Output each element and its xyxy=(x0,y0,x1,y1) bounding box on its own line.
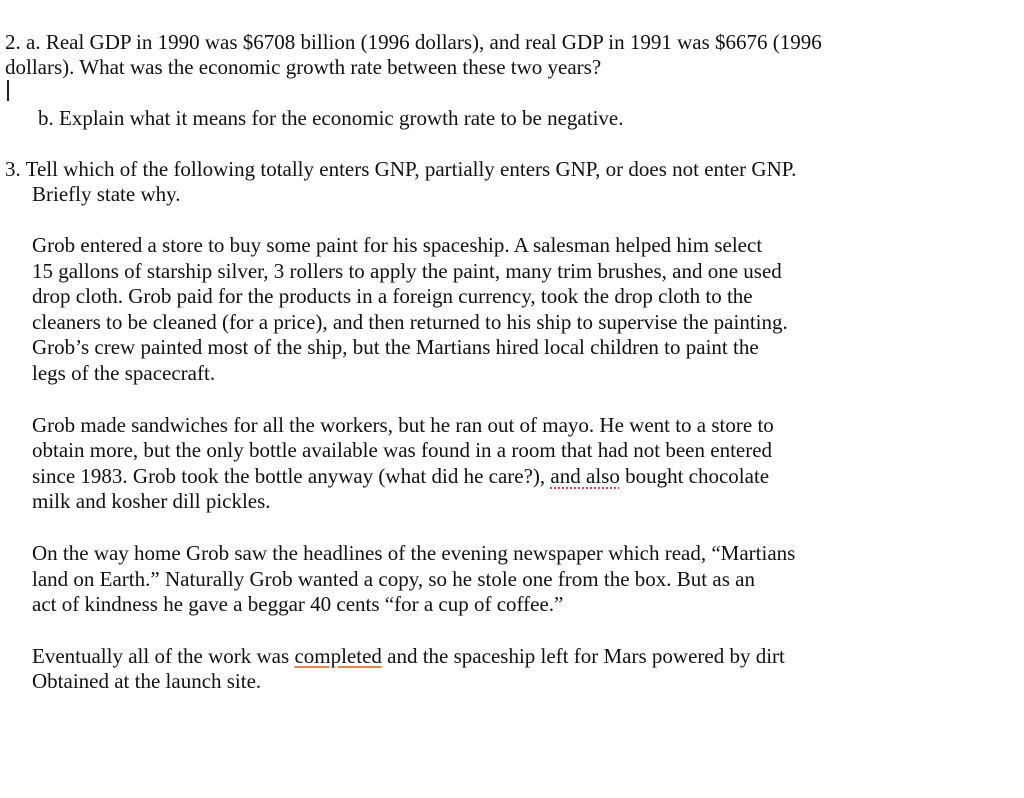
para3-line: On the way home Grob saw the headlines of the evening newspaper which read, “Martians xyxy=(32,541,796,565)
para3-line: act of kindness he gave a beggar 40 cents “for a cup of coffee.” xyxy=(32,592,564,616)
para1-line: legs of the spacecraft. xyxy=(32,361,216,385)
q2a-text-line-2: dollars). What was the economic growth rate between these two years? xyxy=(5,55,602,79)
para4-line1-start: Eventually all of the work was xyxy=(32,644,295,668)
para2-line xyxy=(32,463,769,489)
para1-line: cleaners to be cleaned (for a price), and then returned to his ship to supervise the painting. xyxy=(32,310,788,334)
para2-line3-start: since 1983. Grob took the bottle anyway (what did he care?), xyxy=(32,464,551,488)
para2-line: milk and kosher dill pickles. xyxy=(32,489,271,513)
q2b-text: b. Explain what it means for the economic growth rate to be negative. xyxy=(38,106,624,130)
para2-line3-end: bought chocolate xyxy=(619,464,770,488)
q2a-text-line-1: 2. a. Real GDP in 1990 was $6708 billion (1996 dollars), and real GDP in 1991 was $6676 (1996 xyxy=(5,30,822,54)
text-cursor xyxy=(7,80,9,101)
para1-line: Grob entered a store to buy some paint for his spaceship. A salesman helped him select xyxy=(32,233,763,257)
para2-line: Grob made sandwiches for all the workers, but he ran out of mayo. He went to a store to xyxy=(32,413,774,437)
q3-text-line-2: Briefly state why. xyxy=(32,182,181,206)
q3-text-line-1: 3. Tell which of the following totally enters GNP, partially enters GNP, or does not enter GNP. xyxy=(5,157,797,181)
para4-line: Obtained at the launch site. xyxy=(32,669,262,693)
para4-line xyxy=(32,643,785,669)
para4-line1-end: and the spaceship left for Mars powered by dirt xyxy=(381,644,785,668)
spelling-flag-and-also[interactable]: and also xyxy=(550,464,620,488)
para1-line: drop cloth. Grob paid for the products in a foreign currency, took the drop cloth to the xyxy=(32,284,753,308)
para1-line: Grob’s crew painted most of the ship, but the Martians hired local children to paint the xyxy=(32,335,759,359)
grammar-flag-completed[interactable]: completed xyxy=(294,644,382,668)
para1-line: 15 gallons of starship silver, 3 rollers to apply the paint, many trim brushes, and one used xyxy=(32,259,782,283)
para3-line: land on Earth.” Naturally Grob wanted a copy, so he stole one from the box. But as an xyxy=(32,567,755,591)
para2-line: obtain more, but the only bottle available was found in a room that had not been entered xyxy=(32,438,773,462)
